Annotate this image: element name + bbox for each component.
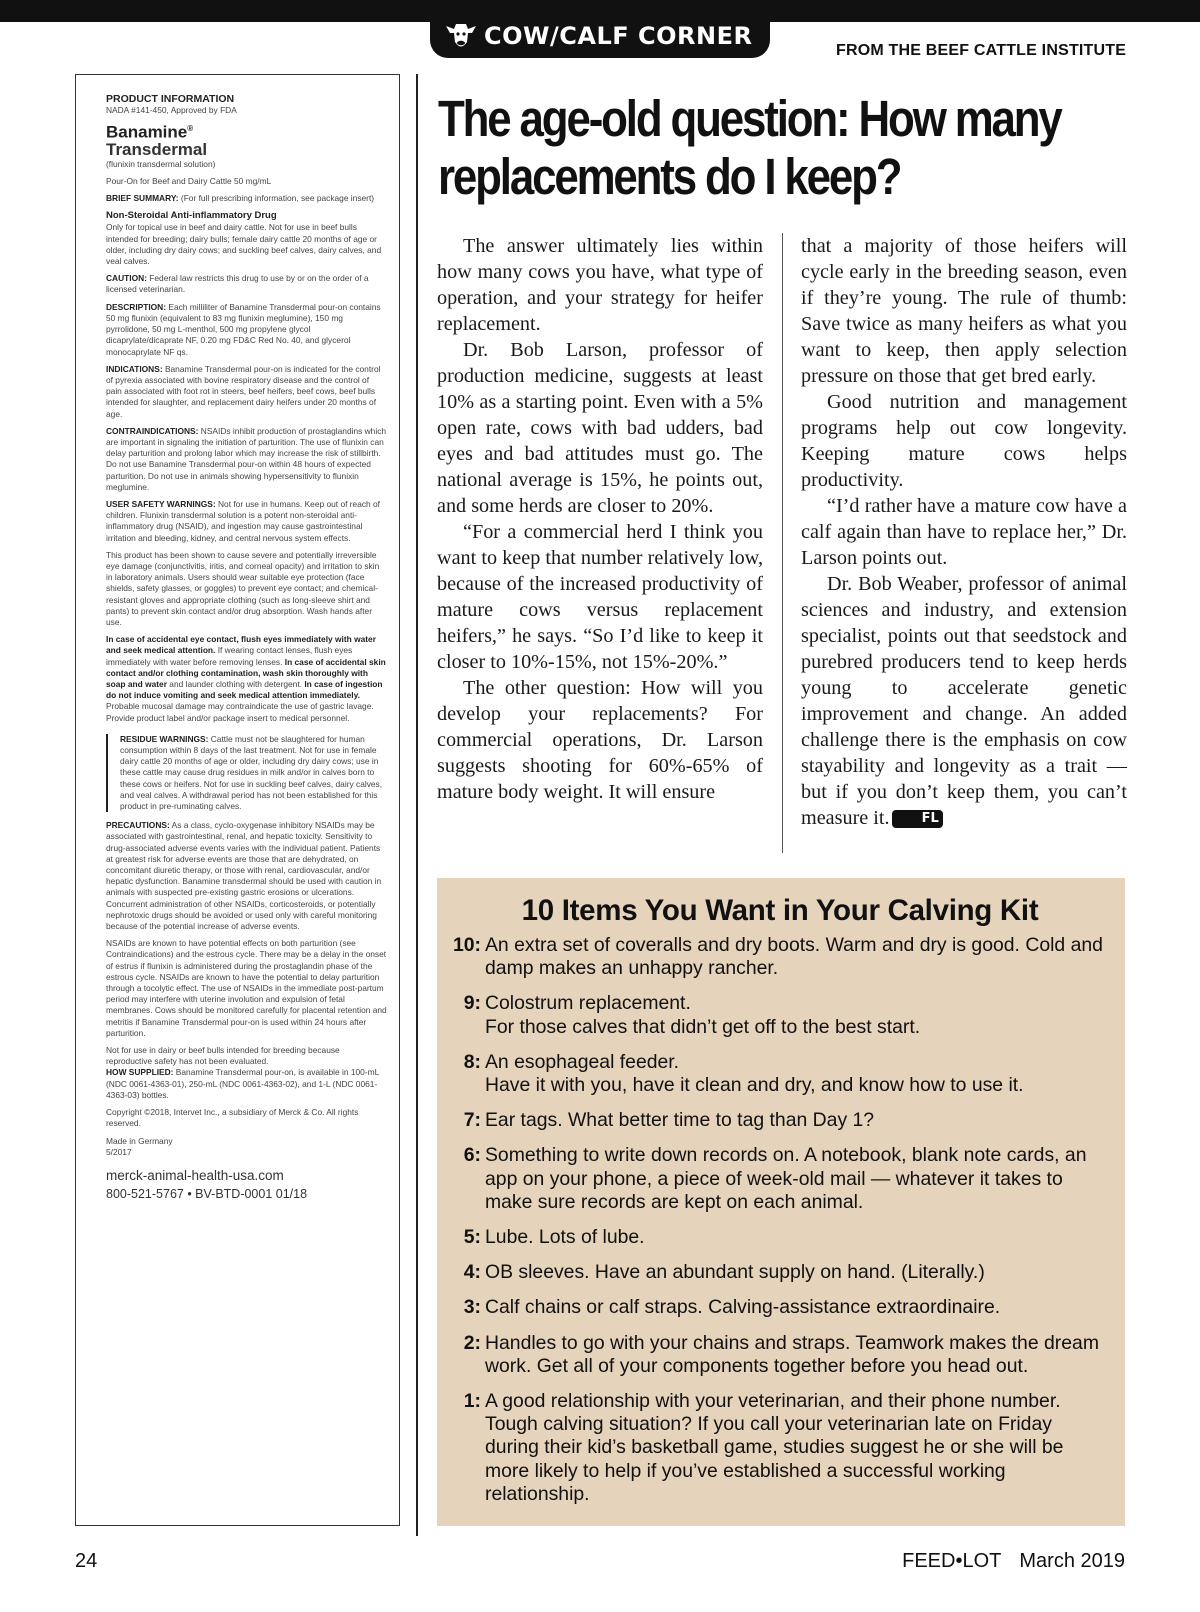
page-number: 24	[75, 1550, 98, 1572]
column-divider	[416, 74, 418, 1536]
kit-item-number: 3:	[463, 1296, 481, 1319]
ad-date: 5/2017	[106, 1146, 132, 1157]
ad-parturition: NSAIDs are known to have potential effects on both parturition (see Contraindications) and the estrous cycle. There may be a delay in the onset of estrus if flunixin is administered during the prostaglandin phase of the estrous cycle. NSAIDs are known to have the potential to delay parturition through a tocolytic effect. The use of NSAIDs in the immediate post-partum period may interfere with uterine involution and expulsion of fetal membranes. Cows should be monitored carefully for placental retention and metritis if Banamine Transdermal pour-on is used within 24 hours after parturition.	[106, 938, 387, 1038]
kit-item-line: An extra set of coveralls and dry boots. Warm and dry is good. Cold and damp makes an unhappy rancher.	[485, 934, 1103, 980]
ad-precautions: PRECAUTIONS: As a class, cyclo-oxygenase inhibitory NSAIDs may be associated with gastrointestinal, renal, and hepatic toxicity. Sensitivity to drug-associated adverse events varies with the individual patient. Patients at greatest risk for adverse events are those that are dehydrated, on concomitant diuretic therapy, or those with renal, cardiovascular, and/or hepatic dysfunction. Banamine transdermal should be used with caution in animals with suspected pre-existing gastric erosions or ulcerations. Concurrent administration of other NSAIDs, corticosteroids, or potentially nephrotoxic drugs should be avoided or used only with careful monitoring because of the potential increase of adverse events.	[106, 820, 382, 932]
kit-item-text	[485, 1144, 1111, 1214]
ad-website[interactable]: merck-animal-health-usa.com	[106, 1167, 284, 1183]
ad-product-info: PRODUCT INFORMATION	[106, 93, 235, 105]
product-ad	[75, 74, 400, 1526]
ad-indications: INDICATIONS: Banamine Transdermal pour-on is indicated for the control of pyrexia associated with bovine respiratory disease and the control of pain associated with foot rot in steers, beef heifers, beef cows, beef bulls intended for slaughter, and replacement dairy heifers under 20 months of age.	[106, 363, 381, 419]
kit-item-text	[485, 1332, 1111, 1378]
paragraph-text: Dr. Bob Weaber, professor of animal sciences and industry, and extension specialist, points out that seedstock and purebred producers tend to keep herds young to accelerate genetic improvement and change. An added challenge there is the emphasis on cow stayability and longevity as a trait — but if you don’t keep them, you can’t measure it.	[801, 573, 1127, 829]
kit-item	[449, 1332, 1111, 1378]
ad-brief: BRIEF SUMMARY: (For full prescribing information, see package insert)	[106, 193, 375, 204]
kit-item-text	[485, 934, 1111, 980]
section-title: COW/CALF CORNER	[484, 22, 753, 50]
ad-nsaid: Non-Steroidal Anti-inflammatory Drug	[106, 210, 277, 222]
ad-contraindications: CONTRAINDICATIONS: NSAIDs inhibit production of prostaglandins which are important in signaling the initiation of parturition. The use of flunixin can delay parturition and prolong labor which may increase the risk of stillbirth. Do not use Banamine Transdermal pour-on within 48 hours of expected parturition. Do not use in animals showing hypersensitivity to flunixin meglumine.	[106, 425, 387, 492]
section-tab	[430, 14, 770, 58]
ad-nada: NADA #141-450, Approved by FDA	[106, 105, 237, 115]
issue-date: March 2019	[1019, 1550, 1125, 1572]
publication-name: FEED•LOT	[902, 1550, 1002, 1572]
kit-item-text	[485, 1296, 1111, 1319]
kit-item	[449, 1051, 1111, 1097]
ad-generic: (flunixin transdermal solution)	[106, 158, 216, 169]
paragraph: Dr. Bob Larson, professor of production medicine, suggests at least 10% as a starting point. Even with a 5% open rate, cows with bad udders, bad eyes and bad attitudes must go. The national average is 15%, he points out, and some herds are closer to 20%.	[437, 339, 763, 517]
ad-safety: USER SAFETY WARNINGS: Not for use in humans. Keep out of reach of children. Flunixin transdermal solution is a potent non-steroidal anti-inflammatory drug (NSAID), and ingestion may cause gastrointestinal irritation and bleeding, kidney, and central nervous system effects.	[106, 498, 381, 543]
kit-item-line: Lube. Lots of lube.	[485, 1226, 645, 1249]
ad-made-in: Made in Germany	[106, 1135, 173, 1146]
end-mark-icon: FL	[892, 810, 943, 828]
cow-head-icon	[444, 20, 478, 52]
kit-item-line: Calf chains or calf straps. Calving-assistance extraordinaire.	[485, 1296, 1001, 1319]
ad-phone: 800-521-5767 • BV-BTD-0001 01/18	[106, 1186, 308, 1201]
kit-item-line: OB sleeves. Have an abundant supply on hand. (Literally.)	[485, 1261, 985, 1284]
kit-item-number: 6:	[463, 1144, 481, 1167]
ad-brand-2: Transdermal	[106, 139, 208, 159]
footer	[902, 1550, 1125, 1573]
article-column-2	[801, 233, 1127, 831]
ad-pour-on: Pour-On for Beef and Dairy Cattle 50 mg/mL	[106, 176, 272, 187]
kit-item-number: 4:	[463, 1261, 481, 1284]
kit-item	[449, 1109, 1111, 1132]
kit-item-number: 2:	[463, 1331, 481, 1354]
kit-item-number: 8:	[463, 1050, 481, 1073]
kit-item-line: Handles to go with your chains and straps. Teamwork makes the dream work. Get all of your components together before you head out.	[485, 1331, 1099, 1377]
kit-item-line: A good relationship with your veterinarian, and their phone number. Tough calving situation? If you call your veterinarian late on Friday during their kid’s basketball game, studies suggest he or she will be more likely to help if you’ve established a successful working relationship.	[485, 1390, 1064, 1505]
ad-usage: Only for topical use in beef and dairy cattle. Not for use in beef bulls intended for breeding; dairy bulls; female dairy cattle 20 months of age or older, including dry dairy cows; and suckling beef calves, dairy calves, and veal calves.	[106, 222, 382, 267]
kit-item-text	[485, 1261, 1111, 1284]
article-headline: The age-old question: How many replacements do I keep?	[438, 90, 1061, 205]
kit-item-number: 9:	[463, 992, 481, 1015]
kit-item	[449, 992, 1111, 1038]
paragraph: The answer ultimately lies within how many cows you have, what type of operation, and your strategy for heifer replacement.	[437, 235, 763, 335]
source-label: FROM THE BEEF CATTLE INSTITUTE	[836, 42, 1127, 59]
article-column-1	[437, 233, 763, 805]
ad-description: DESCRIPTION: Each milliliter of Banamine Transdermal pour-on contains 50 mg flunixin (equivalent to 83 mg flunixin meglumine), 150 mg pyrrolidone, 50 mg L-menthol, 500 mg propylene glycol dicaprylate/dicaprate NF, 0.20 mg FD&C Red No. 40, and glycerol monocaprylate NF qs.	[106, 301, 381, 357]
kit-item	[449, 1226, 1111, 1249]
kit-item-number: 5:	[463, 1226, 481, 1249]
kit-item	[449, 934, 1111, 980]
paragraph	[801, 571, 1127, 831]
kit-item	[449, 1296, 1111, 1319]
column-rule	[782, 233, 783, 853]
kit-item	[449, 1261, 1111, 1284]
kit-item-text	[485, 1390, 1111, 1506]
paragraph: “For a commercial herd I think you want to keep that number relatively low, because of the increased productivity of mature cows versus replacement heifers,” he says. “So I’d like to keep it closer to 10%-15%, not 15%-20%.”	[437, 521, 763, 673]
kit-item-line: Colostrum replacement.	[485, 992, 691, 1015]
ad-supplied: HOW SUPPLIED: Banamine Transdermal pour-on, is available in 100-mL (NDC 0061-4363-01), 250-mL (NDC 0061-4363-02), and 1-L (NDC 0061-4363-03) bottles.	[106, 1067, 379, 1100]
paragraph: “I’d rather have a mature cow have a calf again than have to replace her,” Dr. Larson points out.	[801, 495, 1127, 569]
kit-item-text	[485, 1051, 1111, 1097]
paragraph: Good nutrition and management programs help out cow longevity. Keeping mature cows helps productivity.	[801, 391, 1127, 491]
kit-item-line: An esophageal feeder.	[485, 1050, 680, 1073]
ad-breeding: Not for use in dairy or beef bulls intended for breeding because reproductive safety has not been evaluated.	[106, 1045, 340, 1067]
paragraph: The other question: How will you develop your replacements? For commercial operations, Dr. Larson suggests shooting for 60%-65% of mature body weight. It will ensure	[437, 677, 763, 803]
kit-item-line: Something to write down records on. A notebook, blank note cards, an app on your phone, a piece of week-old mail — whatever it takes to make sure records are kept on each animal.	[485, 1144, 1087, 1213]
calving-kit-box	[437, 878, 1125, 1526]
kit-item-text	[485, 1226, 1111, 1249]
ad-residue: RESIDUE WARNINGS: Cattle must not be slaughtered for human consumption within 8 days of the last treatment. Not for use in female dairy cattle 20 months of age or older, including dry dairy cows; use in these cattle may cause drug residues in milk and/or in calves born to these cows or heifers. Not for use in suckling beef calves, dairy calves, and veal calves. A withdrawal period has not been established for this product in pre-ruminating calves.	[106, 734, 387, 812]
kit-title: 10 Items You Want in Your Calving Kit	[521, 894, 1039, 927]
ad-accident: In case of accidental eye contact, flush eyes immediately with water and seek medical attention. If wearing contact lenses, flush eyes immediately with water before removing lenses. In case of accidental skin contact and/or clothing contamination, wash skin thoroughly with soap and water and launder clothing with detergent. In case of ingestion do not induce vomiting and seek medical attention immediately. Probable mucosal damage may contraindicate the use of gastric lavage. Provide product label and/or package insert to medical personnel.	[106, 634, 386, 723]
kit-item	[449, 1390, 1111, 1506]
kit-item-number: 7:	[463, 1109, 481, 1132]
kit-list	[449, 934, 1111, 1506]
paragraph: that a majority of those heifers will cycle early in the breeding season, even if they’re young. The rule of thumb: Save twice as many heifers as what you want to keep, then apply selection pressure on those that get bred early.	[801, 235, 1127, 387]
kit-item-text	[485, 992, 1111, 1038]
kit-item-text	[485, 1109, 1111, 1132]
kit-item-line: For those calves that didn’t get off to the best start.	[485, 1015, 921, 1038]
ad-caution: CAUTION: Federal law restricts this drug to use by or on the order of a licensed veterinarian.	[106, 273, 369, 295]
ad-brand: Banamine®	[106, 122, 194, 142]
kit-item-number: 1:	[463, 1390, 481, 1413]
kit-item-line: Ear tags. What better time to tag than Day 1?	[485, 1109, 875, 1132]
ad-eye-warning: This product has been shown to cause severe and potentially irreversible eye damage (conjunctivitis, iritis, and corneal opacity) and irritation to skin in laboratory animals. Users should wear suitable eye protection (face shields, safety glasses, or goggles) to prevent eye contact; and chemical-resistant gloves and appropriate clothing (such as long-sleeve shirt and pants) to prevent skin contact and/or drug absorption. Wash hands after use.	[106, 549, 380, 627]
kit-item-number: 10:	[452, 934, 481, 956]
ad-copyright: Copyright ©2018, Intervet Inc., a subsidiary of Merck & Co. All rights reserved.	[106, 1107, 359, 1129]
kit-item	[449, 1144, 1111, 1214]
kit-item-line: Have it with you, have it clean and dry, and know how to use it.	[485, 1074, 1024, 1097]
